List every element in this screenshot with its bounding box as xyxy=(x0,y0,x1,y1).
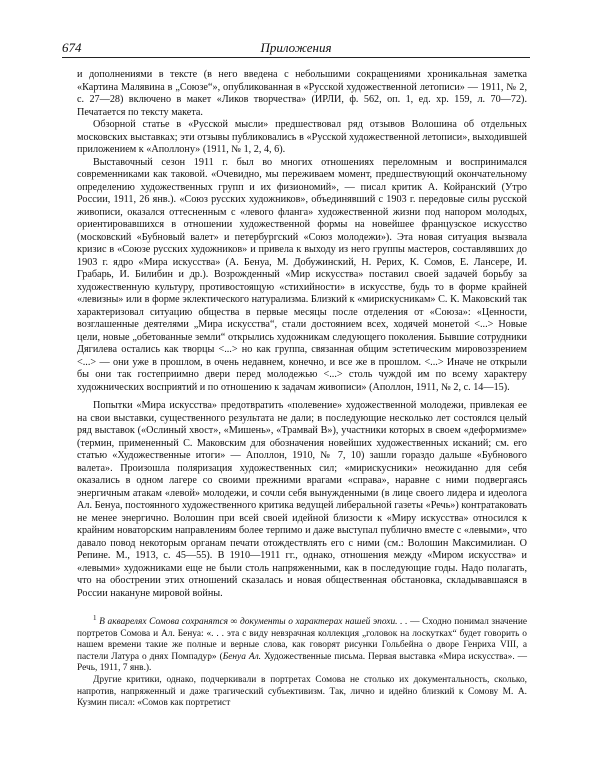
footnote-1 xyxy=(77,613,527,675)
footnote-text-cont: Художественные письма. Первая выставка «Мира искусства». — Речь, 1911, 7 янв.). xyxy=(77,651,527,674)
header-rule xyxy=(62,57,530,58)
paragraph: Выставочный сезон 1911 г. был во многих отношениях переломным и воспринимался современниками как таковой. «Очевидно, мы переживаем момент, предшествующий окончательному определению художественных групп и их физиономий», — писал критик А. Койранский (Утро России, 1911, 26 янв.). «Союз русских художников», объединявший с 1903 г. передовые силы русской живописи, оказался оттесненным с «левого фланга» художественной жизни под напором молодых, ориентировавшихся в отношении художественной формы на новейшее французское искусство (московский «Бубновый валет» и петербургский «Союз молодежи»). Эта новая ситуация вызвала кризис в «Союзе русских художников» и привела к выходу из него группы мастеров, составлявших до 1903 г. ядро «Мира искусства» (А. Бенуа, М. Добужинский, Н. Рерих, К. Сомов, Е. Лансере, И. Грабарь, И. Билибин и др.). Возрожденный «Мир искусства» поставил своей задачей борьбу за художественную культуру, противостоящую «стихийности» в искусстве, будь то в форме крайней «левизны» или в форме эклектического натурализма. Близкий к «мирискусникам» С. К. Маковский так характеризовал ситуацию общества в первые месяцы после отделения от «Союза»: «Ценности, возглашенные деятелями „Мира искусства“, стали достоянием всех, ходячей монетой <...> Новые цели, новые „обетованные земли“ открылись художникам следующего поколения. Бывшие сотрудники Дягилева остались как творцы <...> но как группа, связанная общим эстетическим мировоззрением <...> — они уже в прошлом, в очень недавнем, конечно, и все же в прошлом. <...> Иначе не открыли бы они так гостеприимно двери перед молодежью <...> столь чуждой им по всему характеру художнических восприятий и по отношению к задачам живописи» (Аполлон, 1911, № 2, с. 14—15). xyxy=(77,156,527,393)
footnote-text: — Сходно понимал значение портретов Сомова и Ал. Бенуа: «. . . эта с виду невзрачная коллекция „головок на лоскутках“ будет говорить о нашем времени такие же полные и верные слова, как говорят рисунки Гольбейна о дворе Генриха VIII, а пастели Латура о днях Помпадур» ( xyxy=(77,617,527,662)
footnote-marker: 1 xyxy=(93,613,97,622)
footnotes xyxy=(77,613,527,710)
page-number: 674 xyxy=(62,40,82,55)
footnote-lead: В акварелях Сомова сохранятся ∞ документы о характерах нашей эпохи. . . xyxy=(99,617,408,627)
paragraph: Обзорной статье в «Русской мысли» предшествовал ряд отзывов Волошина об отдельных московских выставках; эти отзывы публиковались в «Русской художественной летописи», выходившей приложением к «Аполлону» (1911, № 1, 2, 4, 6). xyxy=(77,119,527,155)
running-title: Приложения xyxy=(260,40,332,55)
footnote-paragraph: Другие критики, однако, подчеркивали в портретах Сомова не столько их документальность, сколько, напротив, напряженный и даже трагический субъективизм. Так, лично и идейно близкий к Сомову М. А. Кузмин писал: «Сомов как портретист xyxy=(77,674,527,709)
paragraph: и дополнениями в тексте (в него введена с небольшими сокращениями хроникальная заметка «Картина Малявина в „Союзе“», опубликованная в «Русской художественной летописи» — 1911, № 2, с. 27—28) включено в макет «Ликов творчества» (ИРЛИ, ф. 562, оп. 1, ед. хр. 159, л. 70—72). Печатается по тексту макета. xyxy=(77,69,527,118)
main-text xyxy=(77,69,527,600)
paragraph: Попытки «Мира искусства» предотвратить «полевение» художественной молодежи, привлекая ее на свои выставки, существенного результата не дали; в последующие несколько лет состоялся целый ряд выставок («Ослиный хвост», «Мишень», «Трамвай В»), участники которых в своем «деформизме» (термин, примененный С. Маковским для обозначения новейших художественных исканий; см. его статью «Художественные итоги» — Аполлон, 1910, № 7, 10) зашли гораздо дальше «Бубнового валета». Произошла поляризация художественных сил; «мирискусники» неожиданно для себя оказались в одном лагере со своими прежними врагами «справа», наравне с ними подвергаясь энергичным атакам «левой» молодежи, и сочли себя вынужденными (в лице своего лидера и идеолога Ал. Бенуа, постоянного художественного критика ведущей либеральной газеты «Речь») контратаковать не менее энергично. Волошин при всей своей идейной близости к «Миру искусства» относился к крайним новаторским направлениям более терпимо и даже выступал публично вместе с «левыми», что давало повод некоторым органам печати отождествлять его с ними (см.: Волошин Максимилиан. О Репине. М., 1913, с. 45—55). В 1910—1911 гг., однако, отношения между «Миром искусства» и «левыми» художниками еще не были столь напряженными, как в последующие годы. Надо полагать, что на обострении этих отношений сказалась и новая общественная обстановка, складывавшаяся в России накануне мировой войны. xyxy=(77,400,527,599)
footnote-author: Бенуа Ал. xyxy=(222,651,262,662)
page-header xyxy=(62,38,530,58)
